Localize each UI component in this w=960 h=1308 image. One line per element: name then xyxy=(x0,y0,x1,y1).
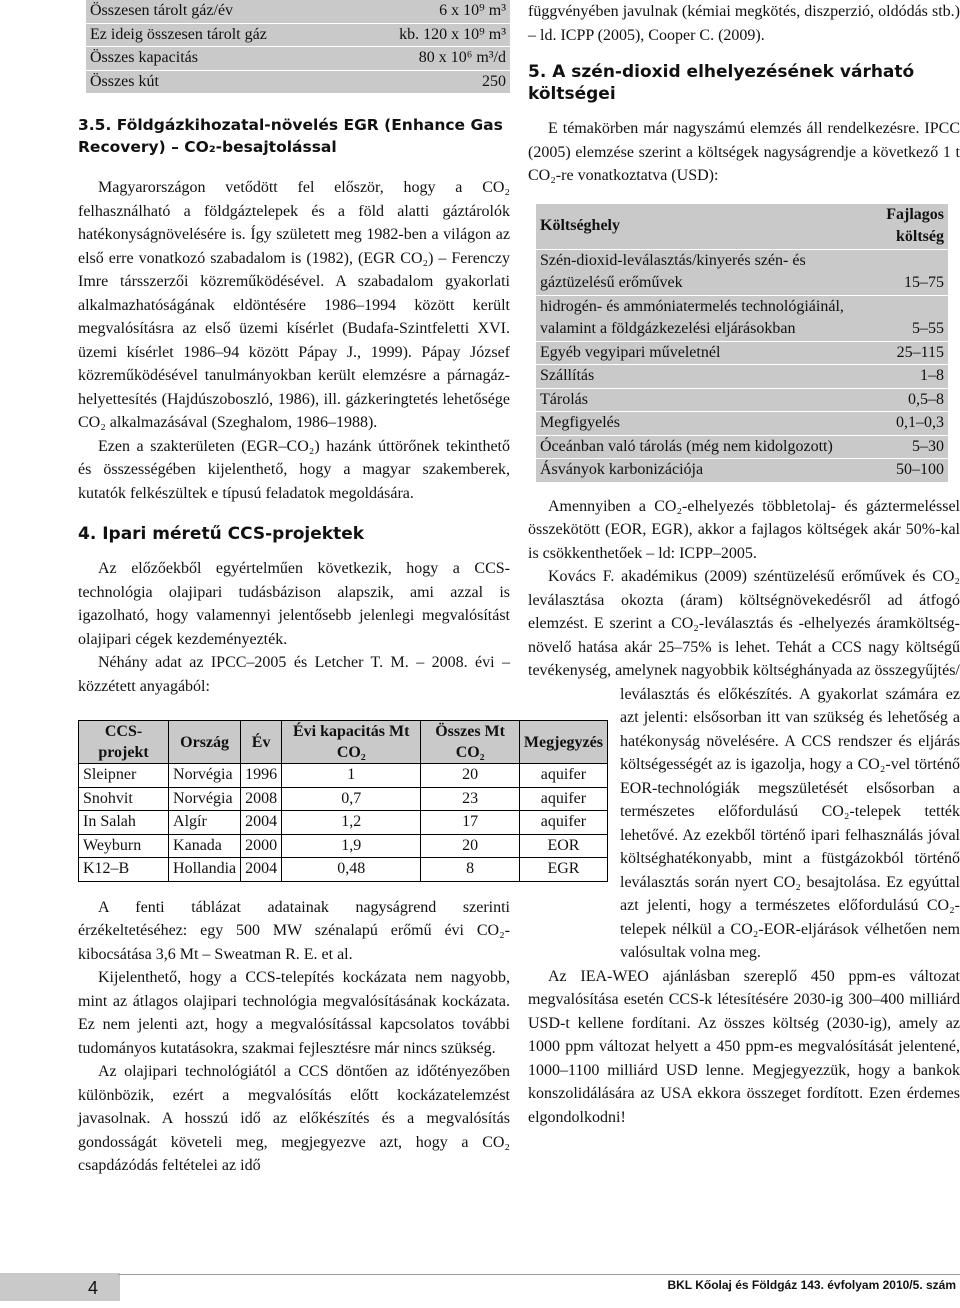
table-cell: Sleipner xyxy=(79,764,169,788)
column-header: Ország xyxy=(169,721,241,764)
paragraph: Néhány adat az IPCC–2005 és Letcher T. M. – 2008. évi – közzétett anyagából: xyxy=(78,654,510,695)
column-header: Évi kapacitás Mt CO₂ xyxy=(282,721,421,764)
cost-value: 15–75 xyxy=(860,249,948,295)
table-cell: 1,2 xyxy=(282,811,421,835)
table-cell: Kanada xyxy=(169,834,241,858)
paragraph: A fenti táblázat adatainak nagyságrend szerinti érzékeltetéséhez: egy 500 MW szénalapú erőmű évi CO₂-kibocsátása 3,6 Mt – Sweatman R. E. et al. xyxy=(78,898,510,963)
table-cell: 1,9 xyxy=(282,834,421,858)
table-row xyxy=(536,412,948,436)
section-5-heading: 5. A szén-dioxid elhelyezésének várható költségei xyxy=(528,62,915,104)
paragraph: E témakörben már nagyszámú elemzés áll rendelkezésre. IPCC (2005) elemzése szerint a költségek nagyságrendje a következő 1 t CO₂-re vonatkoztatva (USD): xyxy=(528,120,960,184)
table-cell: 8 xyxy=(421,858,520,882)
table-cell: EOR xyxy=(519,834,607,858)
paragraph: leválasztás és előkészítés. A gyakorlat számára ez azt jelenti: elsősorban itt van szükség és lehetőség a hatékonyság növelésére. A CCS rendszer és eljárás költségességét az is igazolja, hogy a CO₂-vel történő EOR-technológiák megszületését elsősorban a természetes előfordulású CO₂-telepek tették lehetővé. Az ezekből történő ipari felhasználás jóval költséghatékonyabb, mint a füstgázokból történő leválasztás során nyert CO₂ besajtolása. Ez egyúttal azt jelenti, hogy a természetes előfordulású CO₂-telepek nélkül a CO₂-EOR-eljárások vélhetően nem valósultak volna meg. xyxy=(620,685,960,961)
table-cell: 17 xyxy=(421,811,520,835)
table-row xyxy=(536,388,948,412)
stat-value: kb. 120 x 10⁹ m³ xyxy=(348,23,510,47)
stat-value: 250 xyxy=(348,70,510,94)
table-row xyxy=(86,70,510,94)
column-header: Fajlagos költség xyxy=(860,204,948,250)
table-row xyxy=(86,0,510,23)
paragraph: Ezen a szakterületen (EGR–CO₂) hazánk úttörőnek tekinthető és összességében kijelenthető, hogy a magyar szakemberek, kutatók felkészültek e típusú feladatok megoldására. xyxy=(78,437,510,502)
paragraph: Kijelenthető, hogy a CCS-telepítés kockázata nem nagyobb, mint az átlagos olajipari technológia megvalósításának kockázata. Ez nem jelenti azt, hogy a megvalósítással kapcsolatos további tudományos kutatásokra, szakmai fejlesztésre már nincs szükség. xyxy=(78,969,510,1057)
stat-label: Összes kapacitás xyxy=(86,47,348,71)
table-cell: 1996 xyxy=(241,764,282,788)
table-cell: 1 xyxy=(282,764,421,788)
table-cell: In Salah xyxy=(79,811,169,835)
table-cell: Norvégia xyxy=(169,787,241,811)
table-cell: 23 xyxy=(421,787,520,811)
cost-label: Ásványok karbonizációja xyxy=(536,459,860,483)
table-cell: Algír xyxy=(169,811,241,835)
cost-label: Tárolás xyxy=(536,388,860,412)
table-row xyxy=(536,435,948,459)
table-cell: aquifer xyxy=(519,811,607,835)
stat-label: Összesen tárolt gáz/év xyxy=(86,0,348,23)
cost-label: Szén-dioxid-leválasztás/kinyerés szén- és gáztüzelésű erőművek xyxy=(536,249,860,295)
cost-value: 0,5–8 xyxy=(860,388,948,412)
cost-table xyxy=(536,204,948,483)
cost-value: 50–100 xyxy=(860,459,948,483)
column-header: Költséghely xyxy=(536,204,860,250)
paragraph: Magyarországon vetődött fel először, hogy a CO₂ felhasználható a földgáztelepek és a föld alatti gáztárolók hatékonyságnövelésére is. Így született meg 1982-ben a világon az első erre vonatkozó szabadalom is (1982), (EGR CO₂) – Ferenczy Imre társszerzői közreműködésével. A szabadalom gyakorlati alkalmazhatóságának eldöntésére 1986–1994 között került megvalósításra az első üzemi kísérlet (Budafa-Szintfeletti XVI. üzemi kísérlet 1986–94 között Pápay J., 1999). Pápay József közreműködésével tanulmányokban került elemzésre a párnagáz-helyettesítés (Hajdúszoboszló, 1986), ill. gázkeringtetés lehetősége CO₂ alkalmazásával (Szeghalom, 1986–1988). xyxy=(78,179,510,431)
table-cell: 20 xyxy=(421,764,520,788)
column-header: Megjegyzés xyxy=(519,721,607,764)
column-header: Összes Mt CO₂ xyxy=(421,721,520,764)
table-cell: 2004 xyxy=(241,858,282,882)
paragraph: Az IEA-WEO ajánlásban szereplő 450 ppm-es változat megvalósítása esetén CCS-k létesítésére 2030-ig 300–400 milliárd USD-t kellene fordítani. Az összes költség (2030-ig), amely az 1000 ppm változat helyett a 450 ppm-es megvalósítását jelentené, 1000–1100 milliárd USD lenne. Megjegyezzük, hogy a bankok konszolidálására az USA ekkora összeget fordított. Ezen érdemes elgondolkodni! xyxy=(528,967,960,1126)
stat-label: Ez ideig összesen tárolt gáz xyxy=(86,23,348,47)
table-row xyxy=(536,341,948,365)
footer-divider xyxy=(118,1274,960,1275)
cost-value: 25–115 xyxy=(860,341,948,365)
table-cell: 0,48 xyxy=(282,858,421,882)
table-cell: 20 xyxy=(421,834,520,858)
table-cell: aquifer xyxy=(519,764,607,788)
cost-label: Óceánban való tárolás (még nem kidolgozott) xyxy=(536,435,860,459)
right-column xyxy=(528,0,960,1129)
cost-label: Szállítás xyxy=(536,365,860,389)
cost-value: 1–8 xyxy=(860,365,948,389)
cost-value: 0,1–0,3 xyxy=(860,412,948,436)
cost-label: Megfigyelés xyxy=(536,412,860,436)
table-row xyxy=(536,459,948,483)
table-cell: K12–B xyxy=(79,858,169,882)
table-cell: 2000 xyxy=(241,834,282,858)
cost-label: Egyéb vegyipari műveletnél xyxy=(536,341,860,365)
section-3-5-heading: 3.5. Földgázkihozatal-növelés EGR (Enhance Gas Recovery) – CO₂-besajtolással xyxy=(78,116,503,156)
cost-value: 5–30 xyxy=(860,435,948,459)
table-cell: Norvégia xyxy=(169,764,241,788)
table-cell: aquifer xyxy=(519,787,607,811)
cost-label: hidrogén- és ammóniatermelés technológiáinál, valamint a földgázkezelési eljárásokban xyxy=(536,295,860,341)
table-row xyxy=(536,249,948,295)
table-cell: 2008 xyxy=(241,787,282,811)
journal-footer: BKL Kőolaj és Földgáz 143. évfolyam 2010/5. szám xyxy=(667,1278,956,1292)
column-header: CCS-projekt xyxy=(79,721,169,764)
paragraph: Az olajipari technológiától a CCS döntően az időtényezőben különbözik, ezért a megvalósítás előtt kockázatelemzést javasolnak. A hosszú idő az előkészítés és a megvalósítás gondosságát követeli meg, megjegyezve azt, hogy a CO₂ csapdázódás feltételei az idő xyxy=(78,1063,510,1174)
storage-stats-table xyxy=(86,0,510,94)
paragraph: Kovács F. akadémikus (2009) széntüzelésű erőművek és CO₂ leválasztása okozta (áram) költségnövekedésről ad átfogó elemzést. E szerint a CO₂-leválasztás és -elhelyezés áramköltség-növelő hatása akár 25–75% is lehet. Tehát a CCS nagy költségű tevékenység, amelynek nagyobbik költséghányada az összegyűjtés/ xyxy=(528,568,960,679)
page-number: 4 xyxy=(87,1278,98,1298)
table-cell: 0,7 xyxy=(282,787,421,811)
table-cell: Weyburn xyxy=(79,834,169,858)
table-row xyxy=(536,365,948,389)
table-cell: EGR xyxy=(519,858,607,882)
table-row xyxy=(86,47,510,71)
stat-value: 6 x 10⁹ m³ xyxy=(348,0,510,23)
paragraph: függvényében javulnak (kémiai megkötés, diszperzió, oldódás stb.) – ld. ICPP (2005), Cooper C. (2009). xyxy=(528,3,960,44)
paragraph: Amennyiben a CO₂-elhelyezés többletolaj- és gáztermeléssel összekötött (EOR, EGR), akkor a fajlagos költségek akár 50%-kal is csökkenthetőek – ld: ICPP–2005. xyxy=(528,497,960,562)
table-row xyxy=(86,23,510,47)
table-cell: Snohvit xyxy=(79,787,169,811)
column-header: Év xyxy=(241,721,282,764)
section-4-heading: 4. Ipari méretű CCS-projektek xyxy=(78,524,365,544)
paragraph: Az előzőekből egyértelműen következik, hogy a CCS-technológia olajipari tudásbázison alapszik, ami azzal is igazolható, hogy valamennyi jelentősebb jelenlegi megvalósítást olajipari cégek kezdeményezték. xyxy=(78,560,510,648)
stat-label: Összes kút xyxy=(86,70,348,94)
stat-value: 80 x 10⁶ m³/d xyxy=(348,47,510,71)
table-header-row xyxy=(536,204,948,250)
cost-value: 5–55 xyxy=(860,295,948,341)
table-row xyxy=(536,295,948,341)
table-cell: 2004 xyxy=(241,811,282,835)
table-cell: Hollandia xyxy=(169,858,241,882)
